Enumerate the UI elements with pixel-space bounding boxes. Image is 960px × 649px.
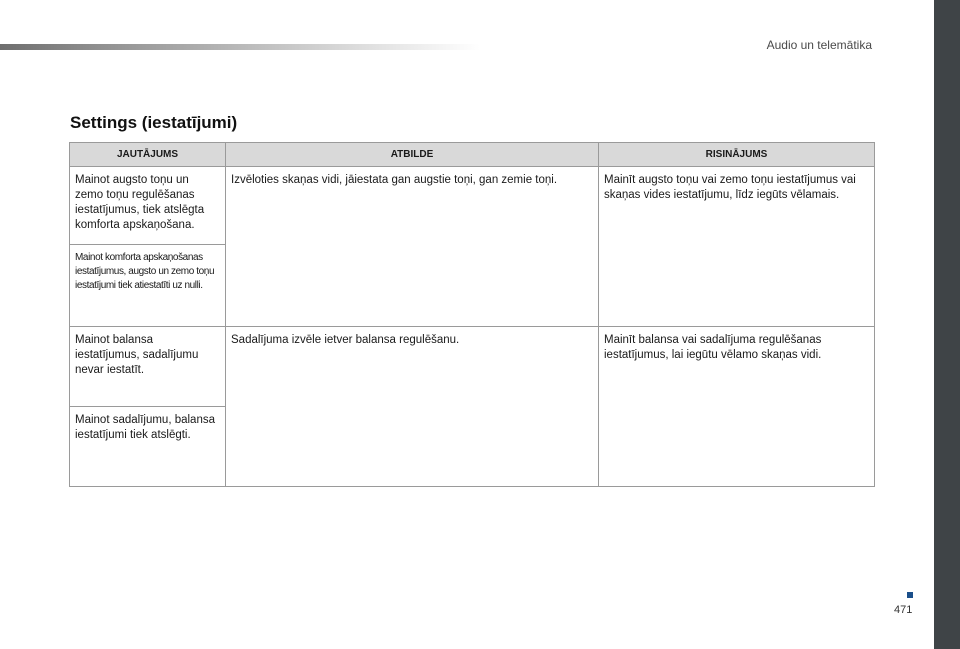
page-marker	[907, 592, 913, 598]
answer-cell: Izvēloties skaņas vidi, jāiestata gan augstie toņi, gan zemie toņi.	[226, 167, 599, 327]
header-gradient-bar	[0, 44, 480, 50]
solution-cell: Mainīt balansa vai sadalījuma regulēšanas iestatījumus, lai iegūtu vēlamo skaņas vidi.	[599, 327, 875, 487]
table-header-row	[70, 143, 875, 167]
table-row	[70, 167, 875, 245]
question-cell: Mainot augsto toņu un zemo toņu regulēšanas iestatījumus, tiek atslēgta komforta apskaņošana.	[70, 167, 226, 245]
page-number: 471	[894, 604, 913, 616]
chapter-sidebar	[934, 0, 960, 649]
answer-cell: Sadalījuma izvēle ietver balansa regulēšanu.	[226, 327, 599, 487]
solution-cell: Mainīt augsto toņu vai zemo toņu iestatījumus vai skaņas vides iestatījumu, līdz iegūts vēlamais.	[599, 167, 875, 327]
question-cell: Mainot balansa iestatījumus, sadalījumu nevar iestatīt.	[70, 327, 226, 407]
table-row	[70, 327, 875, 407]
section-title: Audio un telemātika	[766, 38, 872, 52]
column-header-answer: ATBILDE	[226, 143, 599, 167]
faq-table	[69, 142, 875, 487]
question-cell: Mainot komforta apskaņošanas iestatījumus, augsto un zemo toņu iestatījumi tiek atiestatīti uz nulli.	[70, 245, 226, 327]
page-title: Settings (iestatījumi)	[70, 113, 238, 132]
column-header-solution: RISINĀJUMS	[599, 143, 875, 167]
column-header-question: JAUTĀJUMS	[70, 143, 226, 167]
question-cell: Mainot sadalījumu, balansa iestatījumi tiek atslēgti.	[70, 407, 226, 487]
